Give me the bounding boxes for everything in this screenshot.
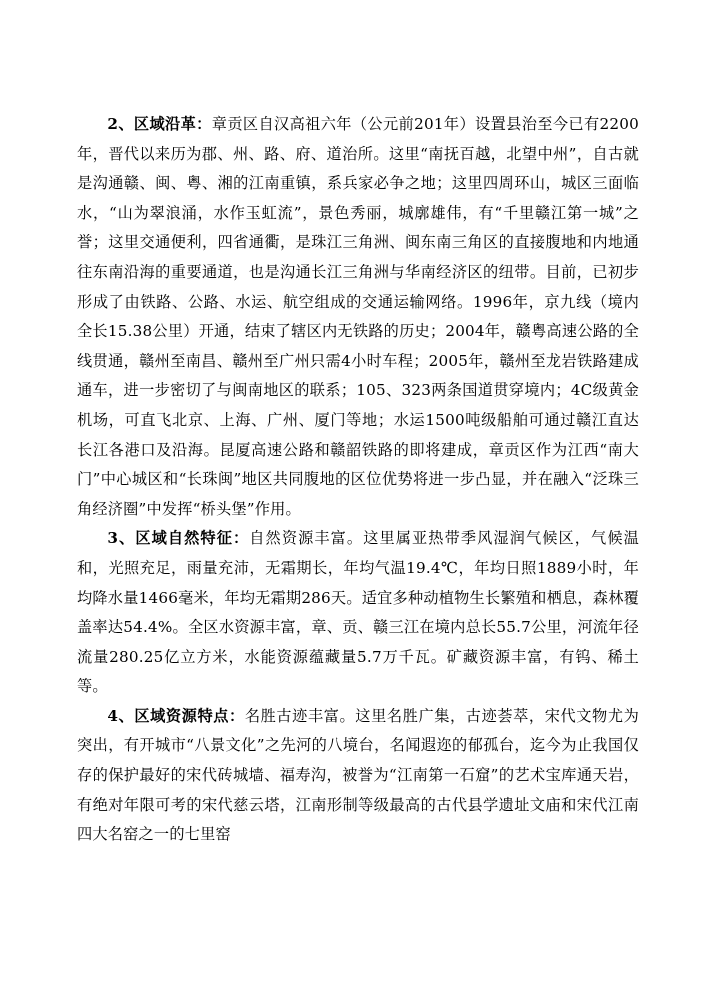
section-natural-features-body: 自然资源丰富。这里属亚热带季风湿润气候区，气候温和，光照充足，雨量充沛，无霜期长，年均气温19.4℃，年均日照1889小时，年均降水量1466毫米，年均无霜期286天。适宜多种动植物生长繁殖和栖息，森林覆盖率达54.4%。全区水资源丰富，章、贡、赣三江在境内总长55.7公里，河流年径流量280.25亿立方米，水能资源蕴藏量5.7万千瓦。矿藏资源丰富，有钨、稀土等。: [77, 529, 639, 696]
section-history-heading: 2、区域沿革：: [107, 115, 212, 133]
section-history-body: 章贡区自汉高祖六年（公元前201年）设置县治至今已有2200年，晋代以来历为郡、州、路、府、道治所。这里“南抚百越，北望中州”，自古就是沟通赣、闽、粤、湘的江南重镇，系兵家必争之地；这里四周环山，城区三面临水，“山为翠浪涌，水作玉虹流”，景色秀丽，城廓雄伟，有“千里赣江第一城”之誉；这里交通便利，四省通衢，是珠江三角洲、闽东南三角区的直接腹地和内地通往东南沿海的重要通道，也是沟通长江三角洲与华南经济区的纽带。目前，已初步形成了由铁路、公路、水运、航空组成的交通运输网络。1996年，京九线（境内全长15.38公里）开通，结束了辖区内无铁路的历史；2004年，赣粤高速公路的全线贯通，赣州至南昌、赣州至广州只需4小时车程；2005年，赣州至龙岩铁路建成通车，进一步密切了与闽南地区的联系；105、323两条国道贯穿境内；4C级黄金机场，可直飞北京、上海、广州、厦门等地；水运1500吨级船舶可通过赣江直达长江各港口及沿海。昆厦高速公路和赣韶铁路的即将建成，章贡区作为江西“南大门”中心城区和“长珠闽”地区共同腹地的区位优势将进一步凸显，并在融入“泛珠三角经济圈”中发挥“桥头堡”作用。: [77, 115, 640, 518]
section-resources-heading: 4、区域资源特点：: [107, 706, 245, 725]
section-natural-features: [77, 524, 639, 702]
section-natural-features-heading: 3、区域自然特征：: [107, 529, 250, 548]
section-resources: [77, 702, 639, 850]
section-history: [77, 110, 639, 524]
document-body: [77, 110, 639, 850]
section-resources-body: 名胜古迹丰富。这里名胜广集，古迹荟萃，宋代文物尤为突出，有开城市“八景文化”之先河的八境台，名闻遐迩的郁孤台，迄今为止我国仅存的保护最好的宋代砖城墙、福寿沟，被誉为“江南第一石窟”的艺术宝库通天岩，有绝对年限可考的宋代慈云塔，江南形制等级最高的古代县学遗址文庙和宋代江南四大名窑之一的七里窑: [77, 706, 640, 844]
